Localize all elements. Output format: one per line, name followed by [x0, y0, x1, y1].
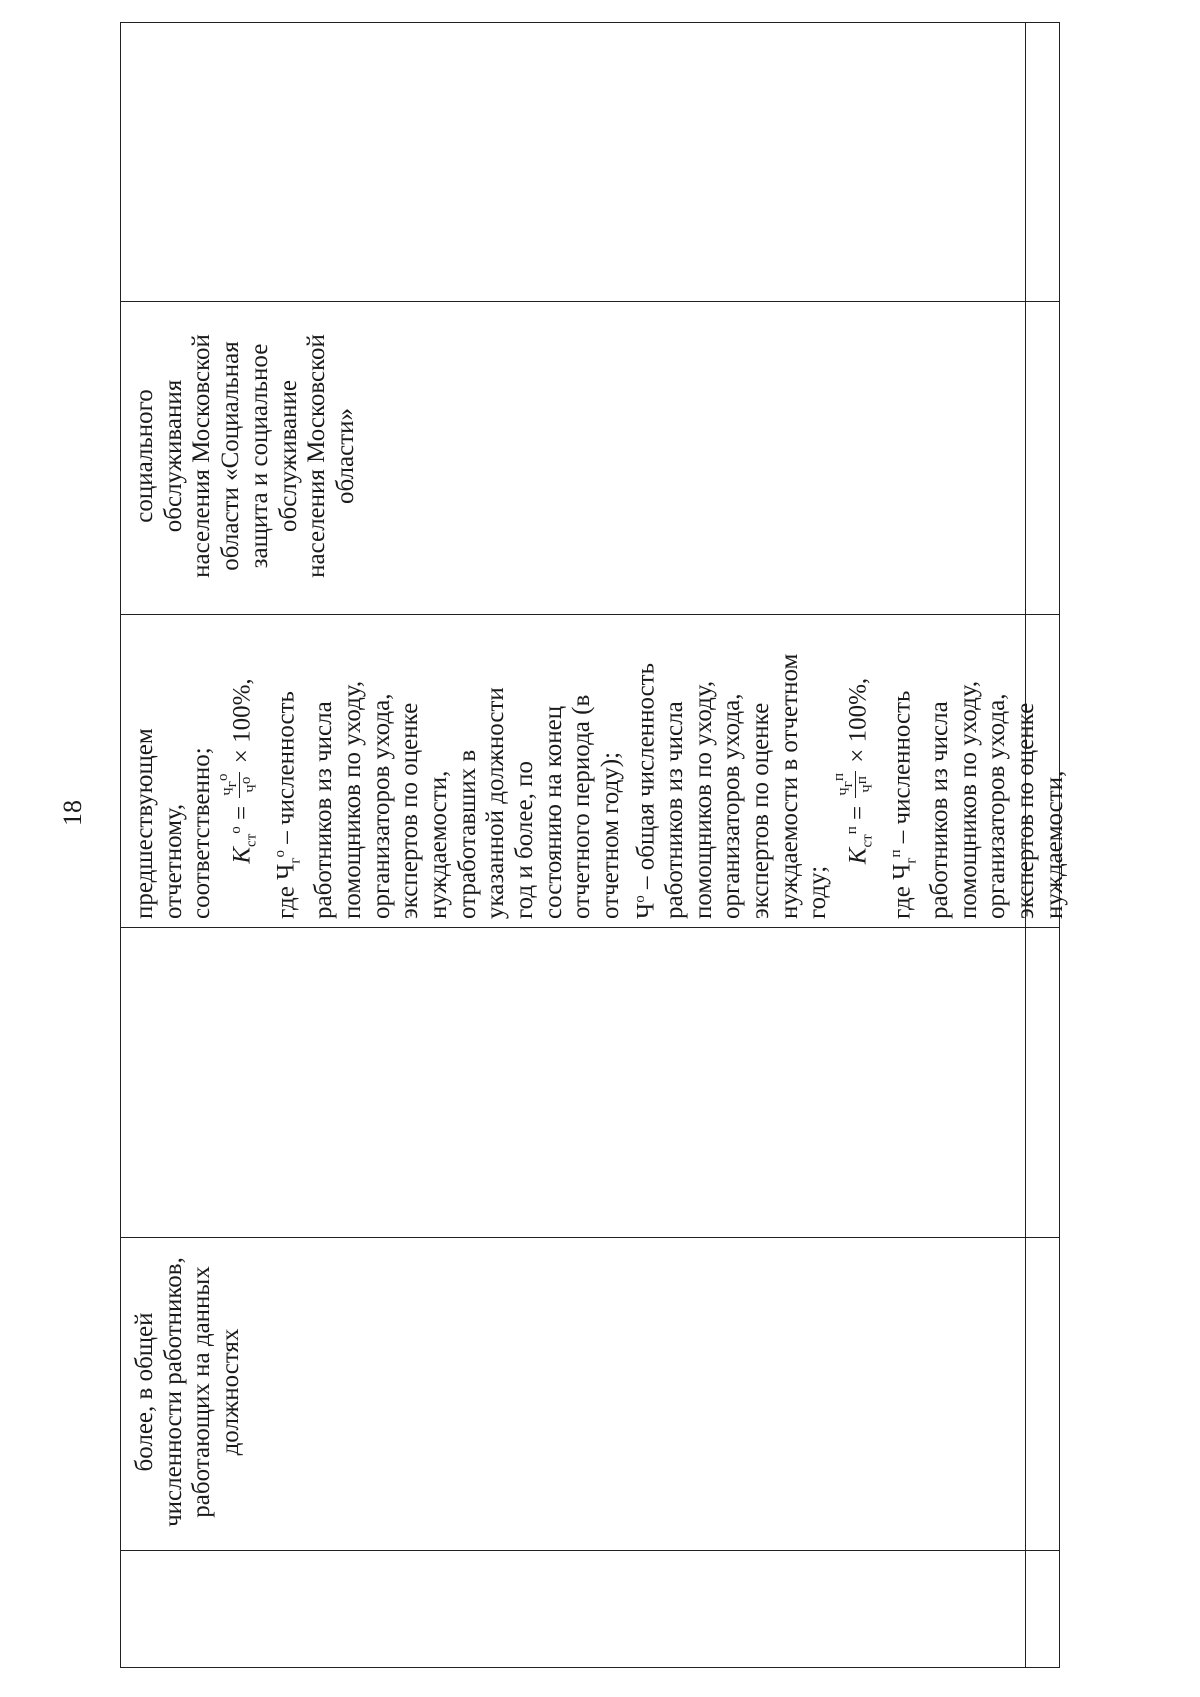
text-line: помощников по уходу,	[689, 680, 717, 919]
text-line: организаторов ухода,	[367, 693, 395, 919]
text-line: нуждаемости,	[424, 770, 452, 919]
text-line: защита и социальное	[245, 343, 273, 569]
fraction-numerator: $Ч_г^п$	[831, 773, 856, 796]
text-line: численности работников,	[159, 1257, 187, 1527]
text-line: организаторов ухода,	[718, 693, 746, 919]
text-line: отчетного периода (в	[568, 694, 596, 919]
text-line: помощников по уходу,	[338, 680, 366, 919]
formula-tail: × 100%,	[844, 677, 872, 763]
text-line: отчетном году);	[597, 751, 625, 919]
fraction-numerator: $Ч_г^о$	[215, 773, 241, 796]
text-line: обслуживания	[159, 379, 187, 533]
table-column-last	[121, 21, 1059, 302]
text-line: соответственно;	[188, 747, 216, 919]
method-text	[121, 615, 1070, 927]
text-line: населения Московской	[188, 334, 216, 578]
formula-fraction	[833, 771, 873, 798]
text-line: нуждаемости в отчетном	[775, 653, 803, 919]
formula-k: K	[844, 847, 872, 865]
indicator-text	[121, 1238, 246, 1550]
text-line: работающих на данных	[188, 1266, 216, 1518]
text-line: области «Социальная	[217, 341, 245, 571]
text-line: экспертов по оценке	[396, 702, 424, 919]
text-line: более, в общей	[131, 1312, 158, 1472]
text-line: организаторов ухода,	[983, 693, 1011, 919]
fraction-denominator: $Ч^о$	[238, 776, 259, 793]
table-column-number	[121, 1551, 1059, 1667]
text-line: предшествующем	[131, 728, 158, 919]
text-line: социального	[131, 389, 158, 523]
table-column-empty	[121, 928, 1059, 1238]
text-line: где $Ч_г^о$ – численность	[272, 691, 304, 919]
text-line: где $Ч_г^п$ – численность	[888, 690, 920, 919]
text-line: работников из числа	[310, 701, 338, 919]
rotated-table	[120, 22, 1068, 1668]
text-line: обслуживание	[274, 379, 302, 533]
formula-fraction	[217, 772, 257, 798]
text-line: экспертов по оценке	[746, 702, 774, 919]
text-line: году;	[804, 865, 832, 919]
text-line: $Ч^о$ – общая численность	[631, 663, 660, 919]
formula-k: K	[228, 846, 256, 864]
table-column-source	[121, 302, 1059, 615]
table-column-method	[121, 615, 1068, 928]
table-column-indicator	[121, 1238, 1059, 1551]
text-line: указанной должности	[482, 687, 510, 919]
formula-k-sup: п	[844, 826, 860, 835]
formula-k-sub: ст	[243, 833, 260, 847]
formula-p	[833, 623, 882, 919]
formula-k-sub: ст	[859, 834, 876, 848]
formula-eq: =	[228, 805, 256, 820]
source-text	[121, 302, 361, 614]
formula-k-sup: о	[228, 826, 245, 834]
text-line: области»	[331, 407, 359, 505]
text-line: год и более, по	[511, 761, 539, 919]
text-line: должностях	[217, 1328, 245, 1456]
text-line: работников из числа	[926, 701, 954, 919]
text-line: экспертов по оценке	[1012, 702, 1040, 919]
table-row-border	[1025, 23, 1026, 1667]
formula-tail: × 100%,	[228, 678, 256, 764]
text-line: населения Московской	[303, 334, 331, 578]
formula-o	[217, 623, 266, 919]
text-line: нуждаемости,	[1040, 770, 1068, 919]
fraction-denominator: $Ч^п$	[854, 776, 875, 793]
text-line: состоянию на конец	[539, 705, 567, 919]
text-line: отработавших в	[453, 749, 481, 919]
text-line: помощников по уходу,	[954, 680, 982, 919]
text-line: отчетному,	[159, 803, 187, 919]
formula-eq: =	[844, 805, 872, 820]
page-number: 18	[58, 800, 87, 826]
text-line: работников из числа	[660, 701, 688, 919]
